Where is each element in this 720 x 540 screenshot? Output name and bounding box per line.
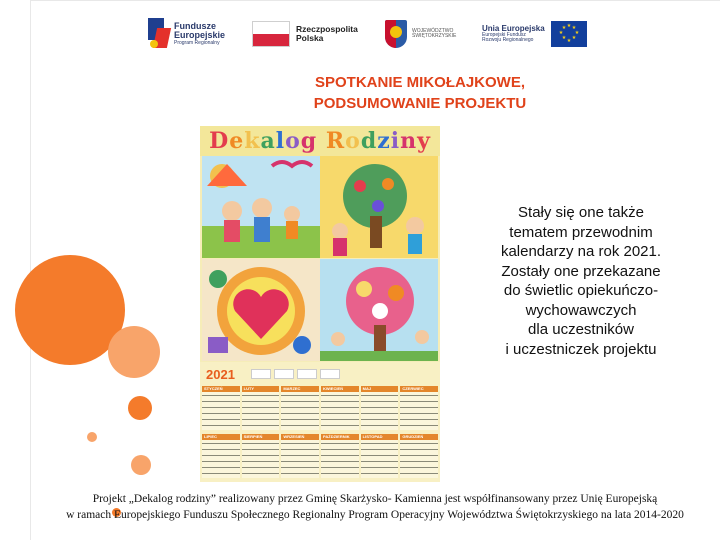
calendar-month-days (361, 440, 399, 478)
poster-title-letter: d (360, 128, 378, 154)
title-line: SPOTKANIE MIKOŁAJKOWE, (314, 74, 525, 91)
poster-title-letter: o (285, 128, 301, 154)
calendar-month (281, 434, 319, 478)
title-line: PODSUMOWANIE PROJEKTU (313, 95, 527, 112)
description-line: wychowawczych (525, 301, 637, 319)
calendar-month-name: PAŹDZIERNIK (321, 434, 359, 440)
calendar-month (321, 434, 359, 478)
calendar-month (321, 386, 359, 430)
description-line: tematem przewodnim (509, 223, 653, 241)
poster-title-letter: z (377, 128, 391, 154)
calendar-month-name: LIPIEC (202, 434, 240, 440)
poster-title-letter: l (275, 128, 286, 154)
calendar-month-days (400, 440, 438, 478)
poster-title-letter: i (390, 128, 401, 154)
calendar-month-days (281, 440, 319, 478)
poster-title-letter: k (244, 128, 261, 154)
calendar-month (361, 434, 399, 478)
logo-text: Rzeczpospolita (296, 24, 358, 35)
calendar-month-days (242, 440, 280, 478)
eu-flag-icon: ★ ★ ★ ★ ★ ★ ★ ★ (551, 21, 587, 47)
logo-wojewodztwo (385, 14, 456, 54)
crest-icon (385, 20, 407, 48)
decor-circle-small (87, 432, 97, 442)
decor-circle-small (131, 455, 151, 475)
calendar-month-days (321, 392, 359, 430)
logo-text: Unia Europejska (482, 23, 545, 33)
logo-text: Rozwoju Regionalnego (482, 37, 534, 44)
poster-title (200, 126, 440, 156)
calendar-logos (251, 369, 340, 379)
calendar-month-days (202, 440, 240, 478)
description-line: dla uczestników (528, 321, 634, 338)
calendar-month-name: WRZESIEŃ (281, 434, 319, 440)
logo-text: WOJEWÓDZTWO (412, 27, 454, 34)
footer-line: w ramach Europejskiego Funduszu Społecznego Regionalny Program Operacyjny Województwa Świętokrzyskiego na lata 2014-2020 (66, 509, 684, 521)
description-line: i uczestniczek projektu (505, 340, 657, 358)
calendar-month-name: LISTOPAD (361, 434, 399, 440)
poster-title-letter: a (260, 128, 276, 154)
poster-title-letter: D (209, 128, 230, 154)
poster-artwork-heart (202, 259, 320, 361)
logo-text: Polska (296, 33, 324, 43)
calendar-grid (200, 362, 440, 482)
calendar-month (202, 386, 240, 430)
calendar-month-name: SIERPIEŃ (242, 434, 280, 440)
decor-circle-medium (108, 326, 160, 378)
decor-circle-small (128, 396, 152, 420)
calendar-month-name: MARZEC (281, 386, 319, 392)
calendar-month (400, 434, 438, 478)
poster-title-letter: y (417, 128, 431, 154)
poster-artwork-tree (320, 156, 438, 258)
poster-title-letter (317, 126, 326, 156)
polish-flag-icon (252, 21, 290, 47)
footer-line: Projekt „Dekalog rodziny” realizowany przez Gminę Skarżysko- Kamienna jest współfinansowany przez Unię Europejską (92, 493, 658, 505)
calendar-month-name: LUTY (242, 386, 280, 392)
logo-text: Fundusze (174, 20, 216, 31)
poster-artwork-family (202, 156, 320, 258)
page-title (240, 72, 600, 114)
poster-title-letter: n (400, 128, 418, 154)
description-line: Zostały one przekazane (501, 262, 661, 280)
description-line: do świetlic opiekuńczo- (503, 282, 659, 299)
calendar-month-name: KWIECIEŃ (321, 386, 359, 392)
calendar-month-name: STYCZEŃ (202, 386, 240, 392)
calendar-month-name: MAJ (361, 386, 399, 392)
logo-rzeczpospolita (252, 14, 358, 54)
calendar-month-days (202, 392, 240, 430)
calendar-poster-image (200, 126, 440, 482)
calendar-month (281, 386, 319, 430)
calendar-month (242, 386, 280, 430)
calendar-year: 2021 (206, 366, 235, 382)
calendar-month (242, 434, 280, 478)
poster-title-letter: R (325, 128, 346, 154)
fundusze-mark-icon (148, 18, 170, 50)
description-line: Stały się one także (518, 204, 644, 221)
logo-text: ŚWIĘTOKRZYSKIE (412, 33, 457, 39)
calendar-month (202, 434, 240, 478)
calendar-month-name: GRUDZIEŃ (400, 434, 438, 440)
calendar-month-days (242, 392, 280, 430)
logo-text: Program Regionalny (174, 39, 220, 46)
footer-note (30, 491, 720, 523)
poster-title-letter: e (229, 128, 245, 154)
description-text (468, 203, 694, 359)
calendar-month-days (321, 440, 359, 478)
logo-text: Europejskie (174, 30, 226, 41)
poster-artwork-tree-of-hearts (320, 259, 438, 361)
poster-title-letter: g (300, 128, 318, 154)
calendar-month-name: CZERWIEC (400, 386, 438, 392)
logo-fundusze-europejskie (148, 14, 225, 54)
description-line: kalendarzy na rok 2021. (500, 243, 662, 260)
calendar-month-days (281, 392, 319, 430)
calendar-month-days (400, 392, 438, 430)
calendar-month (361, 386, 399, 430)
logo-text: Europejski Fundusz (482, 31, 526, 38)
poster-title-letter: o (345, 128, 361, 154)
frame-top-line (30, 0, 720, 1)
calendar-month-days (361, 392, 399, 430)
logo-unia-europejska (482, 14, 587, 54)
calendar-month (400, 386, 438, 430)
